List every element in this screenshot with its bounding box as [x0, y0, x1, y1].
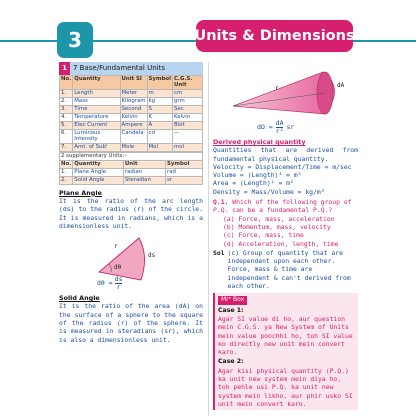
- cell: Meter: [120, 89, 147, 97]
- derived-line: Area = (Length)² = m²: [213, 179, 294, 188]
- supplementary-title: 2 supplementary Units:–: [60, 152, 203, 160]
- table-row: [60, 168, 203, 176]
- plane-angle-heading: Plane Angle: [59, 188, 102, 197]
- right-column: [213, 62, 358, 410]
- table-row: [60, 176, 203, 184]
- cell: Ampere: [120, 121, 147, 129]
- cell: Biot: [172, 121, 202, 129]
- case-1-label: Case 1:: [218, 306, 244, 314]
- cell: Amt. of Subᵗ: [73, 143, 120, 151]
- table-header-row: [60, 160, 203, 168]
- cell: Second: [120, 105, 147, 113]
- table-row: [60, 97, 203, 105]
- label-dA: dA: [337, 82, 345, 89]
- memory-box-title: Mrᵉ Box: [218, 296, 247, 304]
- cell: Solid Angle: [73, 176, 124, 184]
- cell: 1.: [60, 89, 73, 97]
- plane-angle-text: It is the ratio of the arc length (ds) to the radius (r) of the circle. It is measured in radians, which is a dimensionless unit.: [59, 196, 203, 230]
- table-row: [60, 143, 203, 151]
- cell: sr: [166, 176, 203, 184]
- cell: 2.: [60, 97, 73, 105]
- header-cell: C.G.S. Unit: [172, 76, 202, 90]
- cell: Temperature: [73, 113, 120, 121]
- cell: 3.: [60, 105, 73, 113]
- derived-line: Volume = (Length)³ = m³: [213, 171, 302, 180]
- cell: Mass: [73, 97, 120, 105]
- cell: Sec: [172, 105, 202, 113]
- plane-angle-diagram: [59, 230, 203, 290]
- question-text: Which of the following group of P.Q. can be a fundamental P.Q.?: [213, 198, 352, 215]
- supplementary-title-row: [60, 152, 203, 160]
- cell: Kelvin: [172, 113, 202, 121]
- cell: Plane Angle: [73, 168, 124, 176]
- cell: Length: [73, 89, 120, 97]
- cell: m: [147, 89, 172, 97]
- label-r: r: [275, 85, 279, 92]
- formula-numerator: dA: [275, 119, 284, 127]
- cell: cm: [172, 89, 202, 97]
- cell: Mol: [147, 143, 172, 151]
- header-cell: No.: [60, 76, 73, 90]
- cell: Elec Current: [73, 121, 120, 129]
- cell: Time: [73, 105, 120, 113]
- supplementary-units-table: [59, 152, 203, 185]
- question-label: Q.1.: [213, 198, 229, 207]
- left-column: [59, 62, 203, 344]
- cell: 7.: [60, 143, 73, 151]
- cell: 1.: [60, 168, 73, 176]
- cell: S: [147, 105, 172, 113]
- solid-angle-diagram: [213, 62, 358, 138]
- derived-intro: Quantities that are derived from fundamental physical quantity.: [213, 146, 358, 163]
- cell: 2.: [60, 176, 73, 184]
- formula-denominator: r: [116, 283, 121, 292]
- table-row: [60, 129, 203, 143]
- cell: Kilogram: [121, 97, 146, 104]
- table-row: [60, 89, 203, 97]
- section-title: 7 Base/Fundamental Units: [73, 64, 165, 73]
- column-divider: [208, 62, 209, 416]
- header-cell: Quantity: [73, 160, 124, 168]
- cell: radian: [123, 168, 165, 176]
- cell: rad: [166, 168, 203, 176]
- derived-line: Velocity = Displacement/Time = m/sec: [213, 162, 352, 171]
- option-a: (a) Force, mass, acceleration: [223, 214, 335, 223]
- cell: cd: [147, 129, 172, 143]
- formula-numerator: ds: [114, 275, 123, 284]
- solution-text: (c) Group of quantity that are independent upon each other. Force, mass & time are independent & can't derived from each other.: [227, 248, 351, 291]
- cell: 4.: [60, 113, 73, 121]
- option-d: (d) Acceleration, length, time: [223, 239, 339, 248]
- header-cell: No.: [61, 160, 72, 167]
- sector-figure: [59, 230, 203, 290]
- header-cell: Quantity: [73, 76, 120, 90]
- table-header-row: [60, 76, 203, 90]
- header-cell: Unit: [123, 160, 165, 168]
- chapter-title: Units & Dimensions: [196, 20, 353, 52]
- option-c: (c) Force, mass, time: [223, 231, 304, 240]
- plane-angle-formula: [97, 276, 122, 291]
- cell: 5.: [60, 121, 73, 129]
- cell: A: [147, 121, 172, 129]
- case-2-label: Case 2:: [218, 358, 244, 366]
- cell: —: [172, 129, 202, 143]
- label-r: r: [114, 243, 118, 251]
- memory-box: [213, 293, 358, 410]
- table-row: [60, 105, 203, 113]
- table-row: [60, 121, 203, 129]
- derived-line: Density = Mass/Volume = kg/m³: [213, 187, 325, 196]
- formula-fraction: [115, 276, 123, 291]
- cell: Steradian: [123, 176, 165, 184]
- section-number: 1: [59, 62, 70, 75]
- solution: [213, 249, 358, 290]
- solid-angle-text: It is the ratio of the area (dA) on the surface of a sphere to the square of the radius (r) of the sphere. It is measured in steradians (sr), which is also a dimensionless unit.: [59, 302, 203, 344]
- derived-heading: Derived physical quantity: [213, 138, 306, 146]
- solid-angle-formula: [257, 120, 294, 135]
- formula-unit: sr: [286, 123, 295, 132]
- header-cell: Symbol: [147, 76, 172, 90]
- formula-denominator: r²: [275, 127, 284, 135]
- header-cell: Unit SI: [120, 76, 147, 90]
- question-1: [213, 198, 358, 215]
- case-1-text: Agar SI value di ho, aur question mein C.G.S. ya New System of Units mein value poochhi ho, toh SI value ko directly new unit mein convert karo.: [218, 314, 353, 357]
- cell: Kelvin: [120, 113, 147, 121]
- option-b: (b) Momentum, mass, velocity: [223, 222, 331, 231]
- cell: Luminous Intensity: [73, 129, 120, 143]
- label-dtheta: dθ: [114, 264, 122, 272]
- cell: K: [147, 113, 172, 121]
- formula-lhs: dΩ =: [257, 123, 273, 132]
- cell: Candela: [120, 129, 147, 143]
- cell: grm: [172, 97, 202, 105]
- chapter-number-badge: 3: [57, 22, 93, 58]
- base-units-table: [59, 75, 203, 152]
- header-cell: Symbol: [166, 160, 203, 168]
- cell: kg: [147, 97, 172, 105]
- solid-angle-heading: Solid Angle: [59, 294, 100, 303]
- solution-label: Sol: [213, 248, 225, 257]
- label-ds: ds: [148, 252, 156, 260]
- table-row: [60, 113, 203, 121]
- cell: mol: [172, 143, 202, 151]
- case-2-text: Agar kisi physical quantity (P.Q.) ka unit new system mein diya ho, toh pehle usi P.Q. ka unit new system mein likho, aur phir usko SI unit mein convert karo.: [218, 366, 353, 408]
- section-heading: [59, 62, 203, 75]
- formula-lhs: dθ =: [97, 279, 113, 288]
- cell: Mole: [120, 143, 147, 151]
- formula-fraction: [276, 120, 284, 135]
- cell: 6.: [60, 129, 73, 143]
